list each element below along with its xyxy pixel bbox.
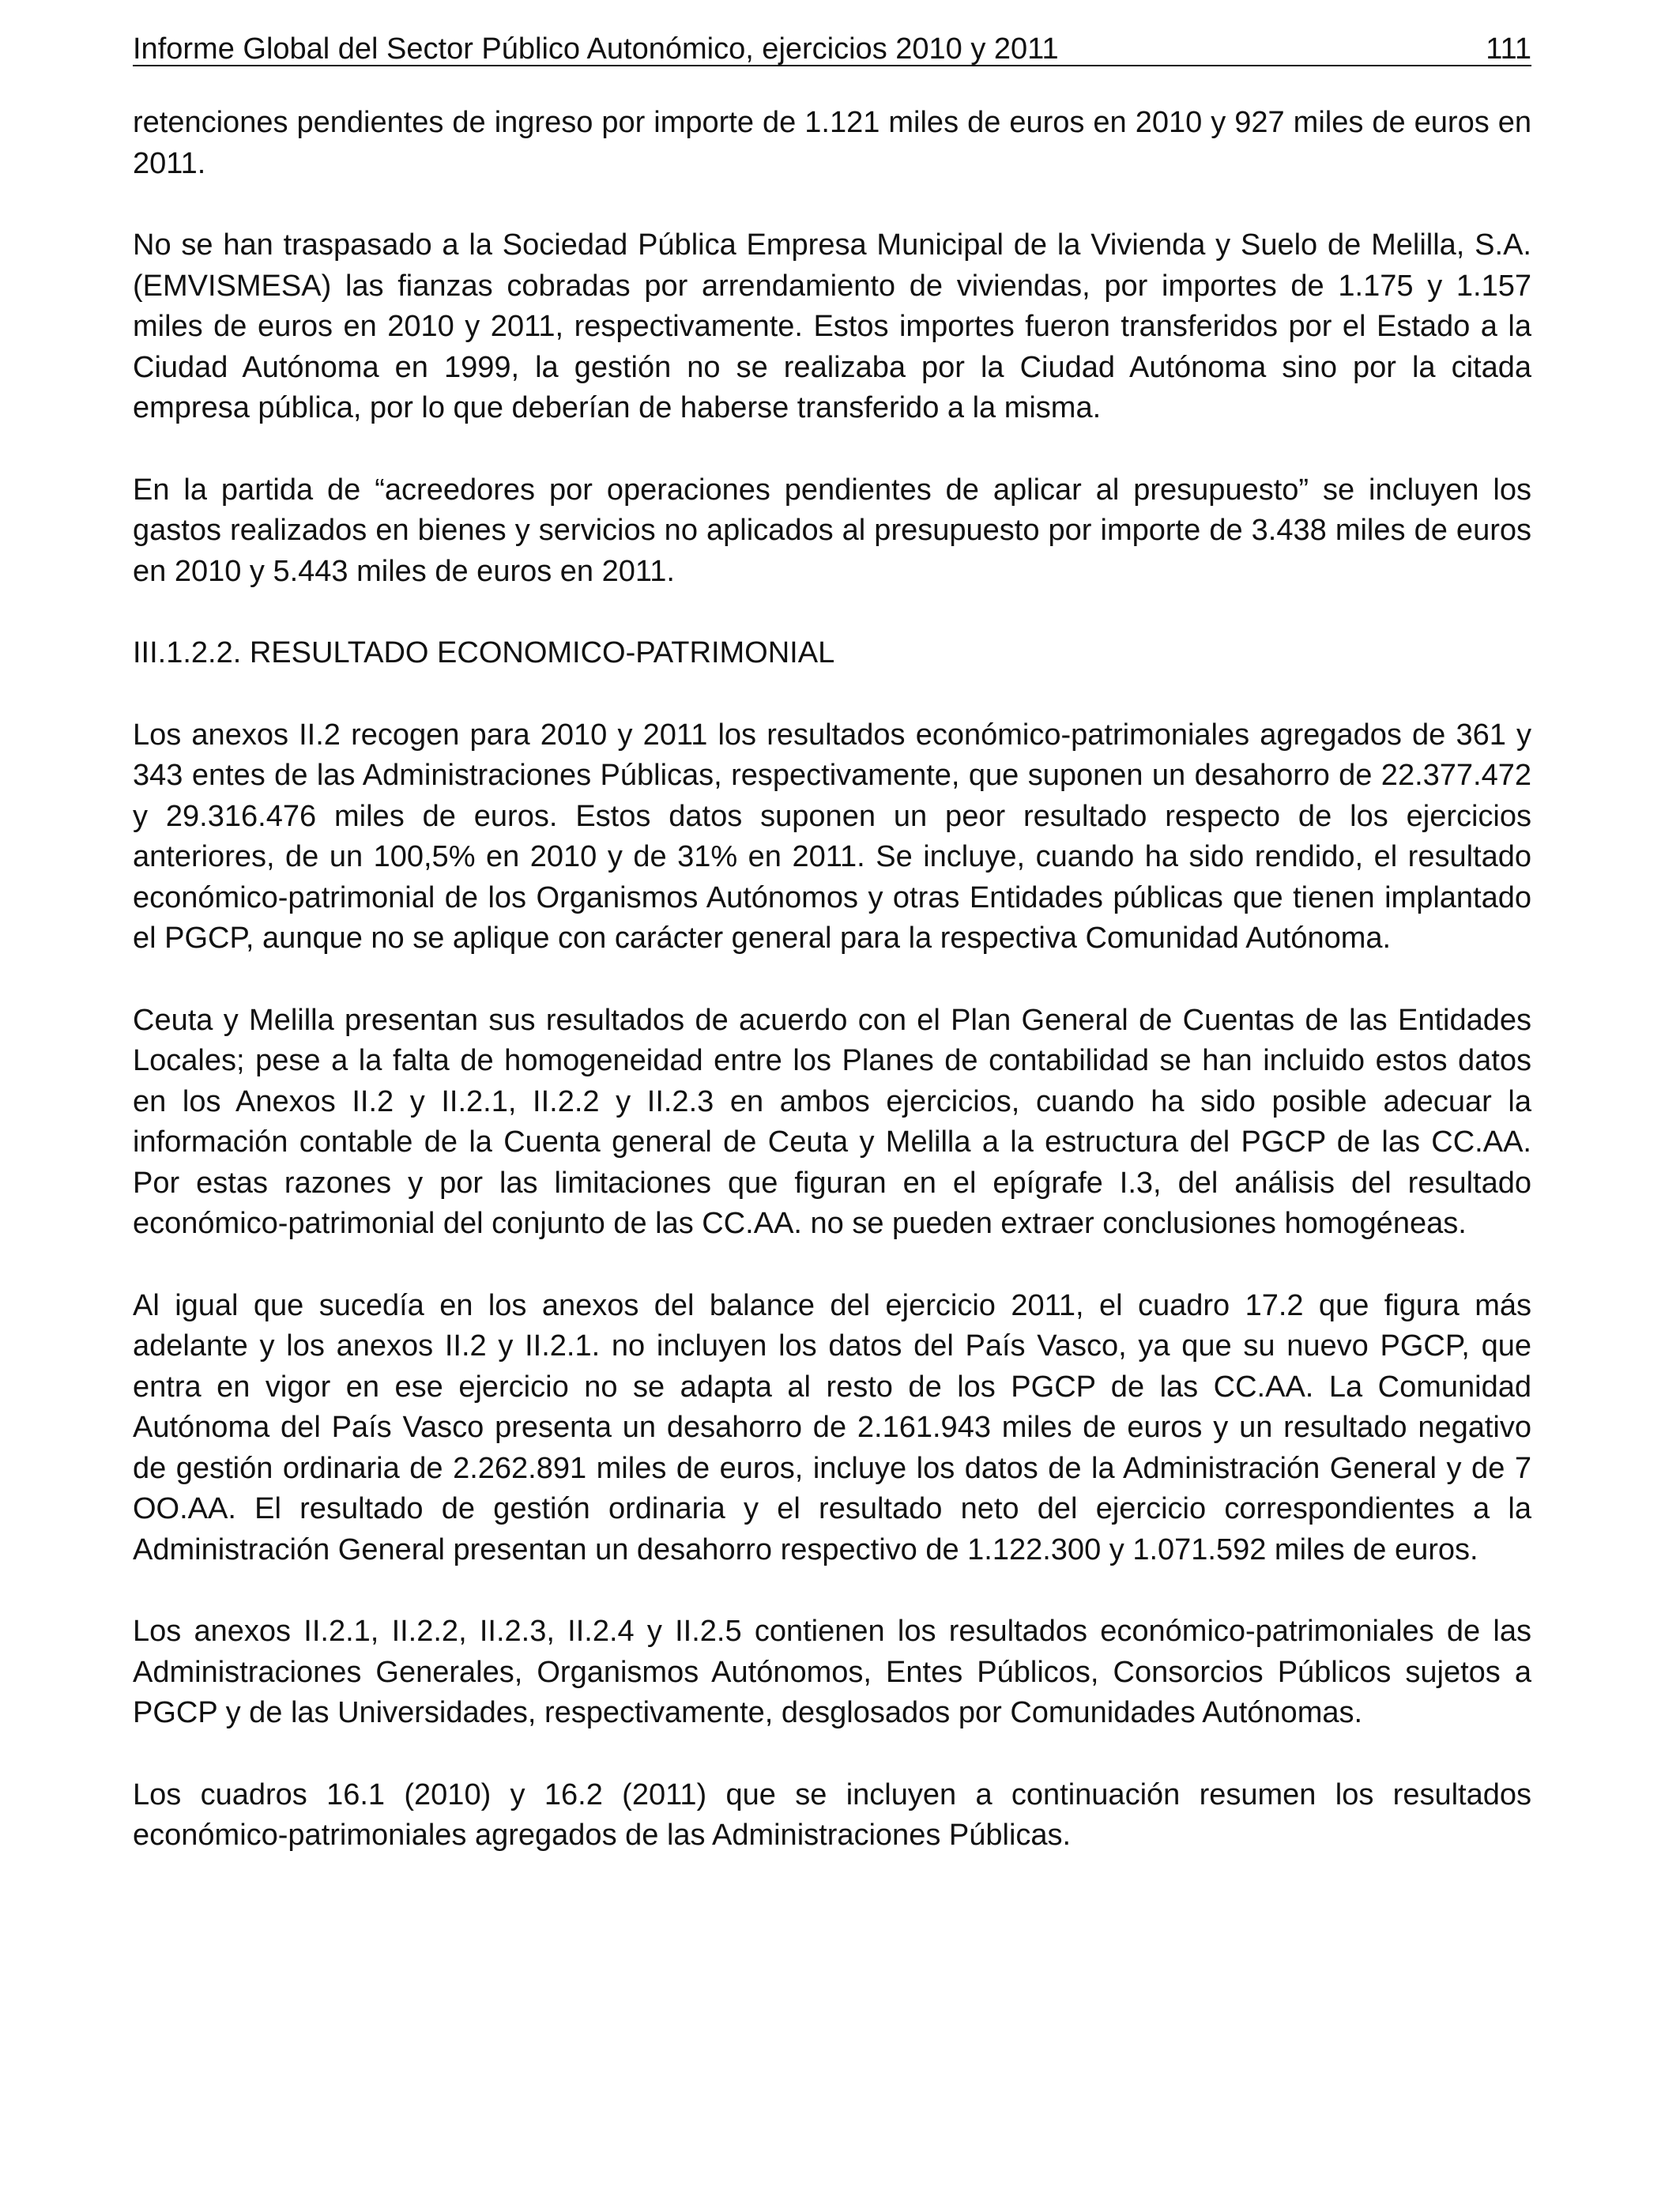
header-title: Informe Global del Sector Público Autonómico, ejercicios 2010 y 2011 — [133, 32, 1059, 66]
paragraph-emvismesa: No se han traspasado a la Sociedad Pública Empresa Municipal de la Vivienda y Suelo de Melilla, S.A. (EMVISMESA) las fianzas cobradas por arrendamiento de viviendas, por importes de 1.175 y 1.157 miles de euros en 2010 y 2011, respectivamente. Estos importes fueron transferidos por el Estado a la Ciudad Autónoma en 1999, la gestión no se realizaba por la Ciudad Autónoma sino por la citada empresa pública, por lo que deberían de haberse transferido a la misma. — [133, 228, 1531, 424]
header-rule — [133, 65, 1531, 66]
paragraph-acreedores: En la partida de “acreedores por operaciones pendientes de aplicar al presupuesto” se incluyen los gastos realizados en bienes y servicios no aplicados al presupuesto por importe de 3.438 miles de euros en 2010 y 5.443 miles de euros en 2011. — [133, 473, 1531, 588]
paragraph-cuadros: Los cuadros 16.1 (2010) y 16.2 (2011) que se incluyen a continuación resumen los resultados económico-patrimoniales agregados de las Administraciones Públicas. — [133, 1777, 1531, 1852]
paragraph-retenciones: retenciones pendientes de ingreso por importe de 1.121 miles de euros en 2010 y 927 miles de euros en 2011. — [133, 106, 1531, 180]
paragraph-pais-vasco: Al igual que sucedía en los anexos del balance del ejercicio 2011, el cuadro 17.2 que figura más adelante y los anexos II.2 y II.2.1. no incluyen los datos del País Vasco, ya que su nuevo PGCP, que entra en vigor en ese ejercicio no se adapta al resto de los PGCP de las CC.AA. La Comunidad Autónoma del País Vasco presenta un desahorro de 2.161.943 miles de euros y un resultado negativo de gestión ordinaria de 2.262.891 miles de euros, incluye los datos de la Administración General y de 7 OO.AA. El resultado de gestión ordinaria y el resultado neto del ejercicio correspondientes a la Administración General presentan un desahorro respectivo de 1.122.300 y 1.071.592 miles de euros. — [133, 1288, 1531, 1566]
paragraph-anexos-desglose: Los anexos II.2.1, II.2.2, II.2.3, II.2.4 y II.2.5 contienen los resultados económico-patrimoniales de las Administraciones Generales, Organismos Autónomos, Entes Públicos, Consorcios Públicos sujetos a PGCP y de las Universidades, respectivamente, desglosados por Comunidades Autónomas. — [133, 1615, 1531, 1729]
section-heading: III.1.2.2. RESULTADO ECONOMICO-PATRIMONIAL — [133, 636, 835, 669]
running-header — [133, 17, 1531, 66]
paragraph-ceuta-melilla: Ceuta y Melilla presentan sus resultados de acuerdo con el Plan General de Cuentas de las Entidades Locales; pese a la falta de homogeneidad entre los Planes de contabilidad se han incluido estos datos en los Anexos II.2 y II.2.1, II.2.2 y II.2.3 en ambos ejercicios, cuando ha sido posible adecuar la información contable de la Cuenta general de Ceuta y Melilla a la estructura del PGCP de las CC.AA. Por estas razones y por las limitaciones que figuran en el epígrafe I.3, del análisis del resultado económico-patrimonial del conjunto de las CC.AA. no se pueden extraer conclusiones homogéneas. — [133, 1003, 1531, 1240]
paragraph-anexos-resultados: Los anexos II.2 recogen para 2010 y 2011 los resultados económico-patrimoniales agregados de 361 y 343 entes de las Administraciones Públicas, respectivamente, que suponen un desahorro de 22.377.472 y 29.316.476 miles de euros. Estos datos suponen un peor resultado respecto de los ejercicios anteriores, de un 100,5% en 2010 y de 31% en 2011. Se incluye, cuando ha sido rendido, el resultado económico-patrimonial de los Organismos Autónomos y otras Entidades públicas que tienen implantado el PGCP, aunque no se aplique con carácter general para la respectiva Comunidad Autónoma. — [133, 718, 1531, 955]
page-number: 111 — [1486, 32, 1531, 66]
document-body — [133, 103, 1531, 1898]
